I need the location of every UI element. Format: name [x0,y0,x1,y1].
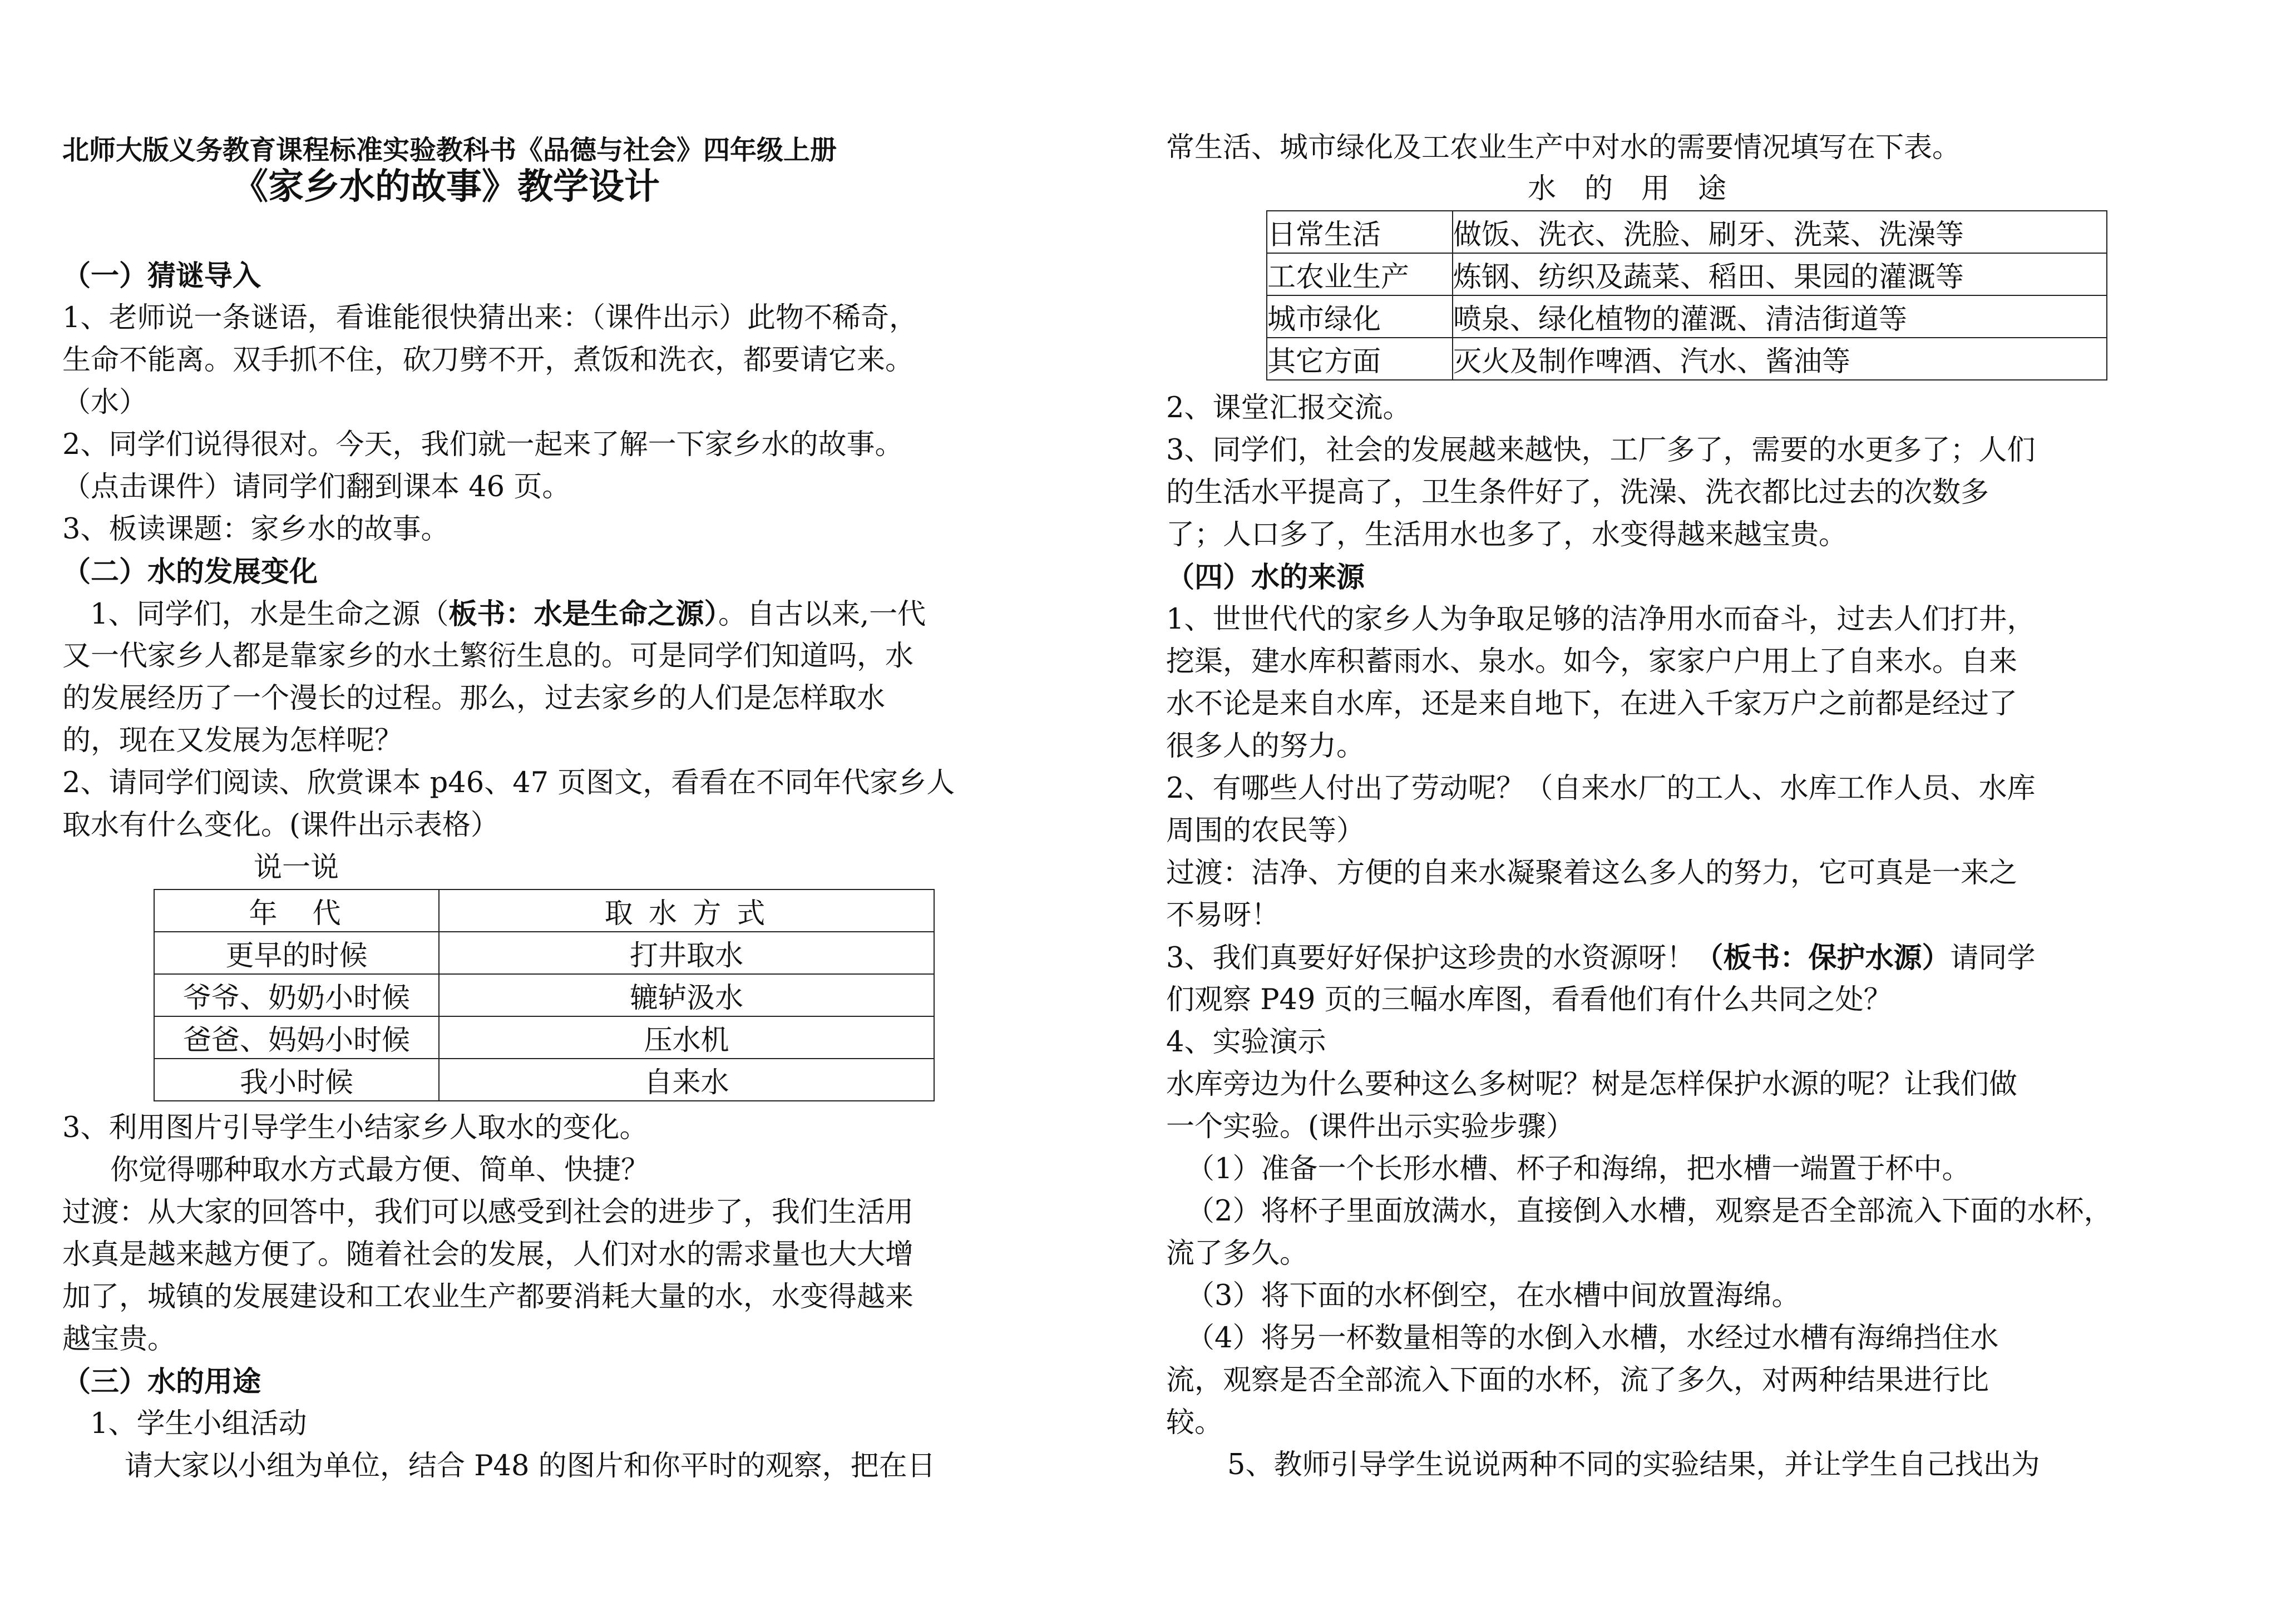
table-header-row [154,889,934,932]
text-line: 3、板读课题：家乡水的故事。 [62,513,450,546]
text-line: 的发展经历了一个漫长的过程。那么，过去家乡的人们是怎样取水 [62,682,886,715]
text-run: 1、同学们，水是生命之源（ [90,598,449,631]
table-header-cell: 年 代 [154,889,439,932]
table-header-cell: 取 水 方 式 [439,889,934,932]
text-line: 的，现在又发展为怎样呢？ [62,724,403,757]
table-cell: 灭火及制作啤酒、汽水、酱油等 [1453,338,2107,380]
text-line: 2、同学们说得很对。今天，我们就一起来了解一下家乡水的故事。 [62,428,903,461]
text-line: 们观察 P49 页的三幅水库图，看看他们有什么共同之处？ [1166,984,1892,1016]
text-line: 又一代家乡人都是靠家乡的水土繁衍生息的。可是同学们知道吗，水 [62,640,914,673]
text-line: 流，观察是否全部流入下面的水杯，流了多久，对两种结果进行比 [1166,1364,1989,1397]
text-line: （4）将另一杯数量相等的水倒入水槽，水经过水槽有海绵挡住水 [1186,1322,1999,1355]
section-heading: （三）水的用途 [62,1365,261,1398]
text-line: （水） [62,386,148,419]
text-line: 很多人的努力。 [1166,730,1365,763]
text-line: 5、教师引导学生说说两种不同的实验结果，并让学生自己找出为 [1227,1449,2040,1481]
table-caption: 说一说 [254,851,339,884]
text-line: 2、课堂汇报交流。 [1166,392,1411,424]
table-cell: 日常生活 [1267,211,1453,253]
text-run: 。自古以来,一代 [718,598,926,631]
table-cell: 辘轳汲水 [439,974,934,1016]
text-line: （点击课件）请同学们翻到课本 46 页。 [62,471,571,503]
text-line-mixed [90,593,926,636]
text-line: 不易呀！ [1166,899,1280,932]
text-line: 你觉得哪种取水方式最方便、简单、快捷？ [110,1154,650,1187]
table-row [154,932,934,974]
section-heading: （四）水的来源 [1166,561,1365,594]
text-run: 3、我们真要好好保护这珍贵的水资源呀！ [1166,942,1695,975]
table-row [1267,211,2107,253]
text-run: 请同学 [1950,942,2036,975]
text-line: （1）准备一个长形水槽、杯子和海绵，把水槽一端置于杯中。 [1186,1153,1971,1185]
section-heading: （二）水的发展变化 [62,555,318,589]
table-cell: 炼钢、纺织及蔬菜、稻田、果园的灌溉等 [1453,253,2107,295]
text-line: 水库旁边为什么要种这么多树呢？树是怎样保护水源的呢？让我们做 [1166,1068,2018,1101]
board-note: 板书：水是生命之源） [448,597,718,631]
text-line: 2、请同学们阅读、欣赏课本 p46、47 页图文，看看在不同年代家乡人 [62,767,955,799]
text-line: 越宝贵。 [62,1323,176,1356]
table-row [154,974,934,1016]
text-line: 3、利用图片引导学生小结家乡人取水的变化。 [62,1111,648,1144]
text-line: 一个实验。(课件出示实验步骤） [1166,1110,1574,1143]
text-line: 1、学生小组活动 [90,1407,307,1440]
text-line: 水不论是来自水库，还是来自地下，在进入千家万户之前都是经过了 [1166,688,2018,720]
text-line: 过渡：从大家的回答中，我们可以感受到社会的进步了，我们生活用 [62,1196,914,1229]
text-line: 取水有什么变化。(课件出示表格） [62,809,499,842]
water-usage-table [1266,210,2107,380]
table-cell: 自来水 [439,1059,934,1101]
text-line: 过渡：洁净、方便的自来水凝聚着这么多人的努力，它可真是一来之 [1166,857,2018,889]
text-line: 了；人口多了，生活用水也多了，水变得越来越宝贵。 [1166,518,1848,551]
table-cell: 工农业生产 [1267,253,1453,295]
table-cell: 做饭、洗衣、洗脸、刷牙、洗菜、洗澡等 [1453,211,2107,253]
text-line-mixed [1166,937,2035,980]
text-line: 常生活、城市绿化及工农业生产中对水的需要情况填写在下表。 [1166,131,1961,164]
table-cell: 爸爸、妈妈小时候 [154,1016,439,1059]
table-row [1267,295,2107,338]
table-row [1267,253,2107,295]
table-cell: 压水机 [439,1016,934,1059]
text-line: 生命不能离。双手抓不住，砍刀劈不开，煮饭和洗衣，都要请它来。 [62,344,914,377]
table-cell: 我小时候 [154,1059,439,1101]
text-line: 请大家以小组为单位，结合 P48 的图片和你平时的观察，把在日 [125,1450,936,1482]
table-row [154,1016,934,1059]
text-line: 较。 [1166,1406,1223,1439]
text-line: （3）将下面的水杯倒空，在水槽中间放置海绵。 [1186,1279,1800,1312]
section-heading: （一）猜谜导入 [62,259,261,293]
table-caption: 水 的 用 途 [1528,172,1727,205]
table-cell: 打井取水 [439,932,934,974]
text-line: 3、同学们，社会的发展越来越快，工厂多了，需要的水更多了；人们 [1166,434,2036,467]
text-line: 挖渠，建水库积蓄雨水、泉水。如今，家家户户用上了自来水。自来 [1166,645,2018,678]
text-line: （2）将杯子里面放满水，直接倒入水槽，观察是否全部流入下面的水杯， [1186,1195,2112,1228]
table-cell: 爷爷、奶奶小时候 [154,974,439,1016]
text-line: 1、世世代代的家乡人为争取足够的洁净用水而奋斗，过去人们打井， [1166,603,2036,636]
text-line: 的生活水平提高了，卫生条件好了，洗澡、洗衣都比过去的次数多 [1166,476,1989,509]
table-cell: 其它方面 [1267,338,1453,380]
text-line: 加了，城镇的发展建设和工农业生产都要消耗大量的水，水变得越来 [62,1281,914,1313]
table-cell: 城市绿化 [1267,295,1453,338]
table-row [154,1059,934,1101]
table-row [1267,338,2107,380]
water-collection-table [154,889,935,1101]
page-title: 《家乡水的故事》教学设计 [233,166,660,207]
table-cell: 喷泉、绿化植物的灌溉、清洁街道等 [1453,295,2107,338]
board-note: （板书：保护水源） [1695,941,1951,975]
text-line: 1、老师说一条谜语，看谁能很快猜出来：（课件出示）此物不稀奇， [62,302,917,334]
table-cell: 更早的时候 [154,932,439,974]
text-line: 周围的农民等） [1166,814,1365,847]
text-line: 水真是越来越方便了。随着社会的发展，人们对水的需求量也大大增 [62,1238,914,1271]
text-line: 4、实验演示 [1166,1026,1326,1059]
text-line: 2、有哪些人付出了劳动呢？（自来水厂的工人、水库工作人员、水库 [1166,772,2036,805]
book-header: 北师大版义务教育课程标准实验教科书《品德与社会》四年级上册 [62,135,837,166]
text-line: 流了多久。 [1166,1237,1309,1270]
